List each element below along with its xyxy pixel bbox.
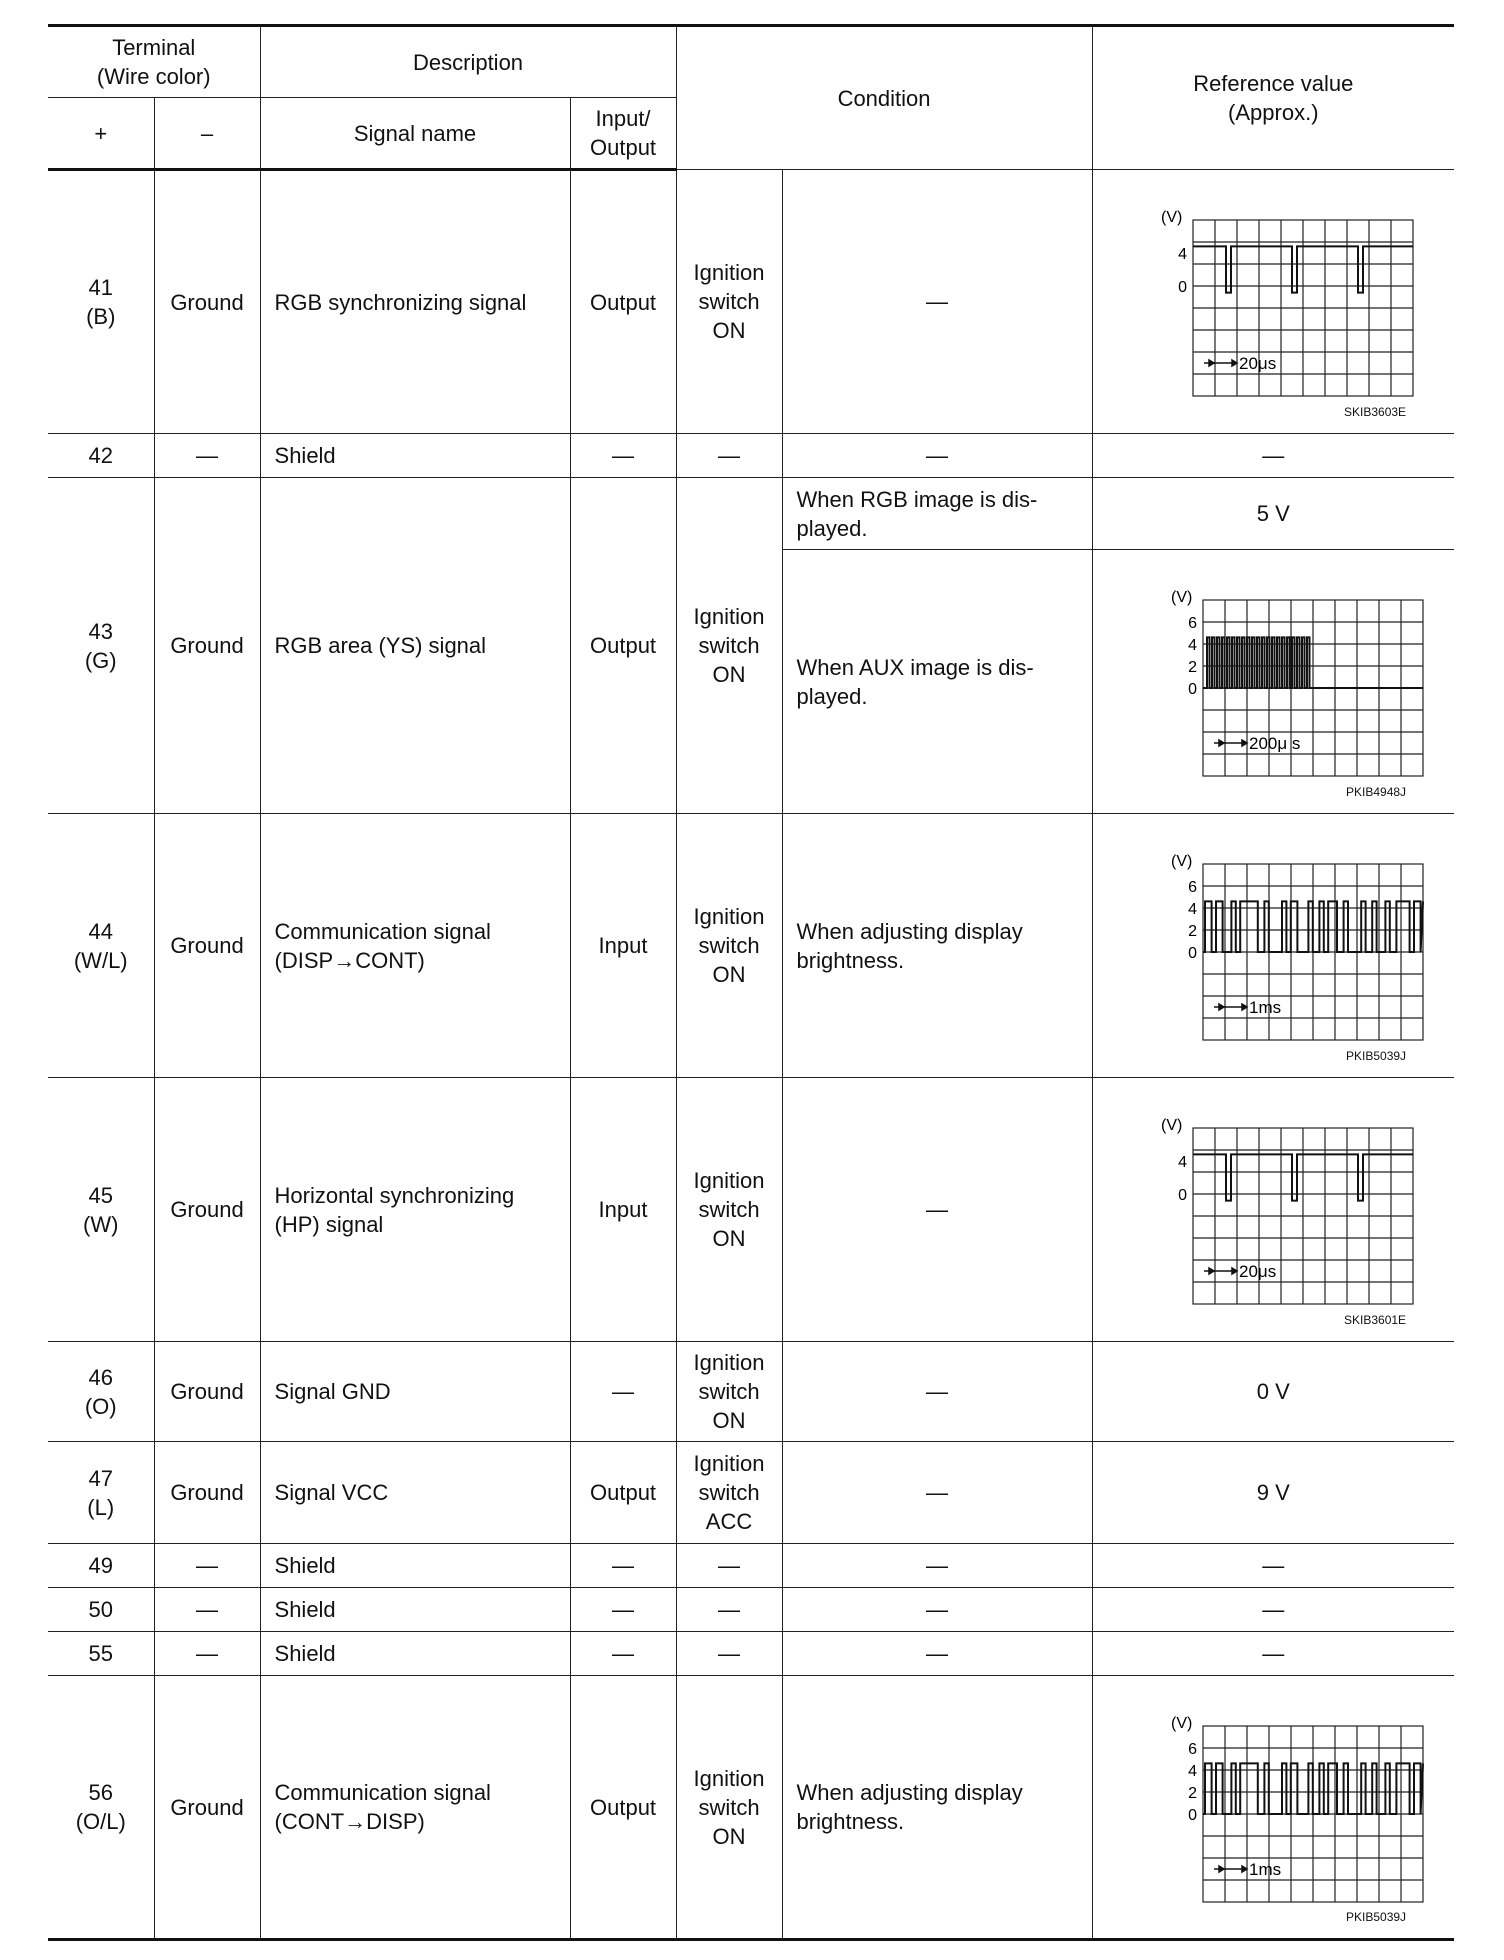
cell-signal: Signal GND	[260, 1342, 570, 1442]
cell-reference: 5 V	[1092, 478, 1454, 550]
cell-minus: Ground	[154, 1442, 260, 1544]
oscilloscope-figure	[1103, 1086, 1443, 1326]
cell-io: —	[570, 1588, 676, 1632]
cell-signal: Shield	[260, 1588, 570, 1632]
cell-cond-switch: Ignition switch ACC	[676, 1442, 782, 1544]
cell-reference: —	[1092, 434, 1454, 478]
cell-reference	[1092, 814, 1454, 1078]
cell-signal: Shield	[260, 1632, 570, 1676]
cell-reference: —	[1092, 1544, 1454, 1588]
cell-plus: 47 (L)	[48, 1442, 154, 1544]
header-io: Input/ Output	[570, 98, 676, 170]
cell-reference: —	[1092, 1632, 1454, 1676]
cell-cond: When adjusting display brightness.	[782, 814, 1092, 1078]
figure-code: PKIB5039J	[1346, 1049, 1407, 1063]
cell-cond-switch: Ignition switch ON	[676, 814, 782, 1078]
cell-signal: Signal VCC	[260, 1442, 570, 1544]
y-tick-label: 6	[1188, 879, 1198, 896]
cell-cond: When RGB image is dis- played.	[782, 478, 1092, 550]
cell-plus: 45 (W)	[48, 1078, 154, 1342]
table-row	[48, 1544, 1454, 1588]
cell-plus: 56 (O/L)	[48, 1676, 154, 1940]
figure-code: SKIB3603E	[1344, 405, 1407, 419]
time-scale-label: 20μs	[1239, 354, 1277, 373]
cell-minus: —	[154, 1544, 260, 1588]
cell-reference	[1092, 1676, 1454, 1940]
table-row	[48, 170, 1454, 434]
table-row	[48, 478, 1454, 550]
cell-cond-switch: Ignition switch ON	[676, 478, 782, 814]
cell-reference	[1092, 170, 1454, 434]
cell-cond: When adjusting display brightness.	[782, 1676, 1092, 1940]
y-tick-label: 0	[1188, 681, 1198, 698]
table-row	[48, 434, 1454, 478]
oscilloscope-figure	[1103, 178, 1443, 418]
cell-cond: —	[782, 1442, 1092, 1544]
y-tick-label: 2	[1188, 1784, 1198, 1802]
cell-minus: Ground	[154, 1078, 260, 1342]
scope-svg	[1103, 1086, 1443, 1326]
scope-svg	[1103, 178, 1443, 418]
time-scale-marker	[1204, 360, 1237, 366]
table-row	[48, 1342, 1454, 1442]
cell-cond-switch: Ignition switch ON	[676, 1676, 782, 1940]
header-terminal: Terminal (Wire color)	[48, 26, 260, 98]
waveform	[1203, 1763, 1423, 1814]
cell-minus: Ground	[154, 170, 260, 434]
cell-plus: 41 (B)	[48, 170, 154, 434]
cell-signal: RGB synchronizing signal	[260, 170, 570, 434]
cell-cond: —	[782, 1632, 1092, 1676]
y-unit-label: (V)	[1161, 209, 1183, 226]
oscilloscope-figure	[1103, 1684, 1443, 1924]
y-tick-label: 4	[1188, 901, 1198, 918]
cell-minus: —	[154, 1632, 260, 1676]
figure-code: SKIB3601E	[1344, 1313, 1407, 1327]
cell-cond-switch: —	[676, 434, 782, 478]
cell-signal: RGB area (YS) signal	[260, 478, 570, 814]
cell-reference: —	[1092, 1588, 1454, 1632]
table-row	[48, 1442, 1454, 1544]
cell-io: Input	[570, 814, 676, 1078]
header-minus: –	[154, 98, 260, 170]
cell-reference: 9 V	[1092, 1442, 1454, 1544]
header-description: Description	[260, 26, 676, 98]
time-scale-label: 1ms	[1249, 1859, 1282, 1879]
y-unit-label: (V)	[1171, 589, 1193, 606]
y-tick-label: 2	[1188, 659, 1198, 676]
time-scale-marker	[1214, 1866, 1247, 1872]
cell-minus: Ground	[154, 1342, 260, 1442]
header-reference: Reference value (Approx.)	[1092, 26, 1454, 170]
cell-signal: Communication signal (DISP→CONT)	[260, 814, 570, 1078]
time-scale-label: 20μs	[1239, 1262, 1277, 1281]
oscilloscope-figure	[1103, 822, 1443, 1062]
cell-minus: Ground	[154, 814, 260, 1078]
terminal-table	[48, 24, 1454, 1941]
cell-cond: —	[782, 1342, 1092, 1442]
y-tick-label: 6	[1188, 1740, 1198, 1758]
time-scale-marker	[1204, 1268, 1237, 1274]
y-tick-label: 4	[1188, 1762, 1198, 1780]
cell-reference: 0 V	[1092, 1342, 1454, 1442]
header-signal-name: Signal name	[260, 98, 570, 170]
cell-reference	[1092, 550, 1454, 814]
cell-minus: Ground	[154, 478, 260, 814]
y-unit-label: (V)	[1171, 1714, 1193, 1732]
cell-reference	[1092, 1078, 1454, 1342]
cell-cond: When AUX image is dis- played.	[782, 550, 1092, 814]
y-tick-label: 0	[1178, 1187, 1188, 1204]
time-scale-label: 200μ s	[1249, 734, 1301, 753]
scope-svg	[1103, 822, 1443, 1062]
table-row	[48, 1588, 1454, 1632]
y-tick-label: 0	[1188, 1806, 1198, 1824]
waveform	[1203, 901, 1423, 952]
cell-cond-switch: —	[676, 1632, 782, 1676]
cell-cond-switch: —	[676, 1588, 782, 1632]
y-tick-label: 4	[1188, 637, 1198, 654]
y-tick-label: 6	[1188, 615, 1198, 632]
figure-code: PKIB4948J	[1346, 785, 1407, 799]
cell-cond-switch: Ignition switch ON	[676, 1342, 782, 1442]
cell-cond-switch: —	[676, 1544, 782, 1588]
cell-io: Output	[570, 1676, 676, 1940]
cell-cond: —	[782, 170, 1092, 434]
cell-plus: 55	[48, 1632, 154, 1676]
y-unit-label: (V)	[1171, 853, 1193, 870]
header-condition: Condition	[676, 26, 1092, 170]
time-scale-marker	[1214, 740, 1247, 746]
cell-cond-switch: Ignition switch ON	[676, 170, 782, 434]
time-scale-label: 1ms	[1249, 998, 1282, 1017]
cell-cond: —	[782, 1078, 1092, 1342]
cell-io: —	[570, 1342, 676, 1442]
table-row	[48, 1632, 1454, 1676]
cell-cond: —	[782, 1544, 1092, 1588]
time-scale-marker	[1214, 1004, 1247, 1010]
cell-plus: 46 (O)	[48, 1342, 154, 1442]
cell-plus: 49	[48, 1544, 154, 1588]
y-tick-label: 2	[1188, 923, 1198, 940]
cell-cond: —	[782, 1588, 1092, 1632]
table-row	[48, 1676, 1454, 1940]
y-unit-label: (V)	[1161, 1117, 1183, 1134]
scope-svg	[1103, 1684, 1443, 1924]
table-row	[48, 814, 1454, 1078]
y-tick-label: 0	[1188, 945, 1198, 962]
cell-minus: —	[154, 1588, 260, 1632]
cell-minus: Ground	[154, 1676, 260, 1940]
cell-io: Output	[570, 478, 676, 814]
cell-minus: —	[154, 434, 260, 478]
cell-cond-switch: Ignition switch ON	[676, 1078, 782, 1342]
cell-io: Output	[570, 170, 676, 434]
cell-plus: 44 (W/L)	[48, 814, 154, 1078]
y-tick-label: 0	[1178, 279, 1188, 296]
cell-io: —	[570, 1632, 676, 1676]
cell-signal: Shield	[260, 1544, 570, 1588]
oscilloscope-figure	[1103, 558, 1443, 798]
cell-plus: 50	[48, 1588, 154, 1632]
y-tick-label: 4	[1178, 246, 1188, 263]
cell-io: —	[570, 1544, 676, 1588]
header-plus: +	[48, 98, 154, 170]
cell-signal: Horizontal synchronizing (HP) signal	[260, 1078, 570, 1342]
table-row	[48, 1078, 1454, 1342]
cell-plus: 42	[48, 434, 154, 478]
cell-cond: —	[782, 434, 1092, 478]
figure-code: PKIB5039J	[1346, 1910, 1407, 1924]
cell-io: Input	[570, 1078, 676, 1342]
cell-signal: Shield	[260, 434, 570, 478]
scope-svg	[1103, 558, 1443, 798]
cell-io: —	[570, 434, 676, 478]
cell-plus: 43 (G)	[48, 478, 154, 814]
cell-io: Output	[570, 1442, 676, 1544]
y-tick-label: 4	[1178, 1154, 1188, 1171]
cell-signal: Communication signal (CONT→DISP)	[260, 1676, 570, 1940]
